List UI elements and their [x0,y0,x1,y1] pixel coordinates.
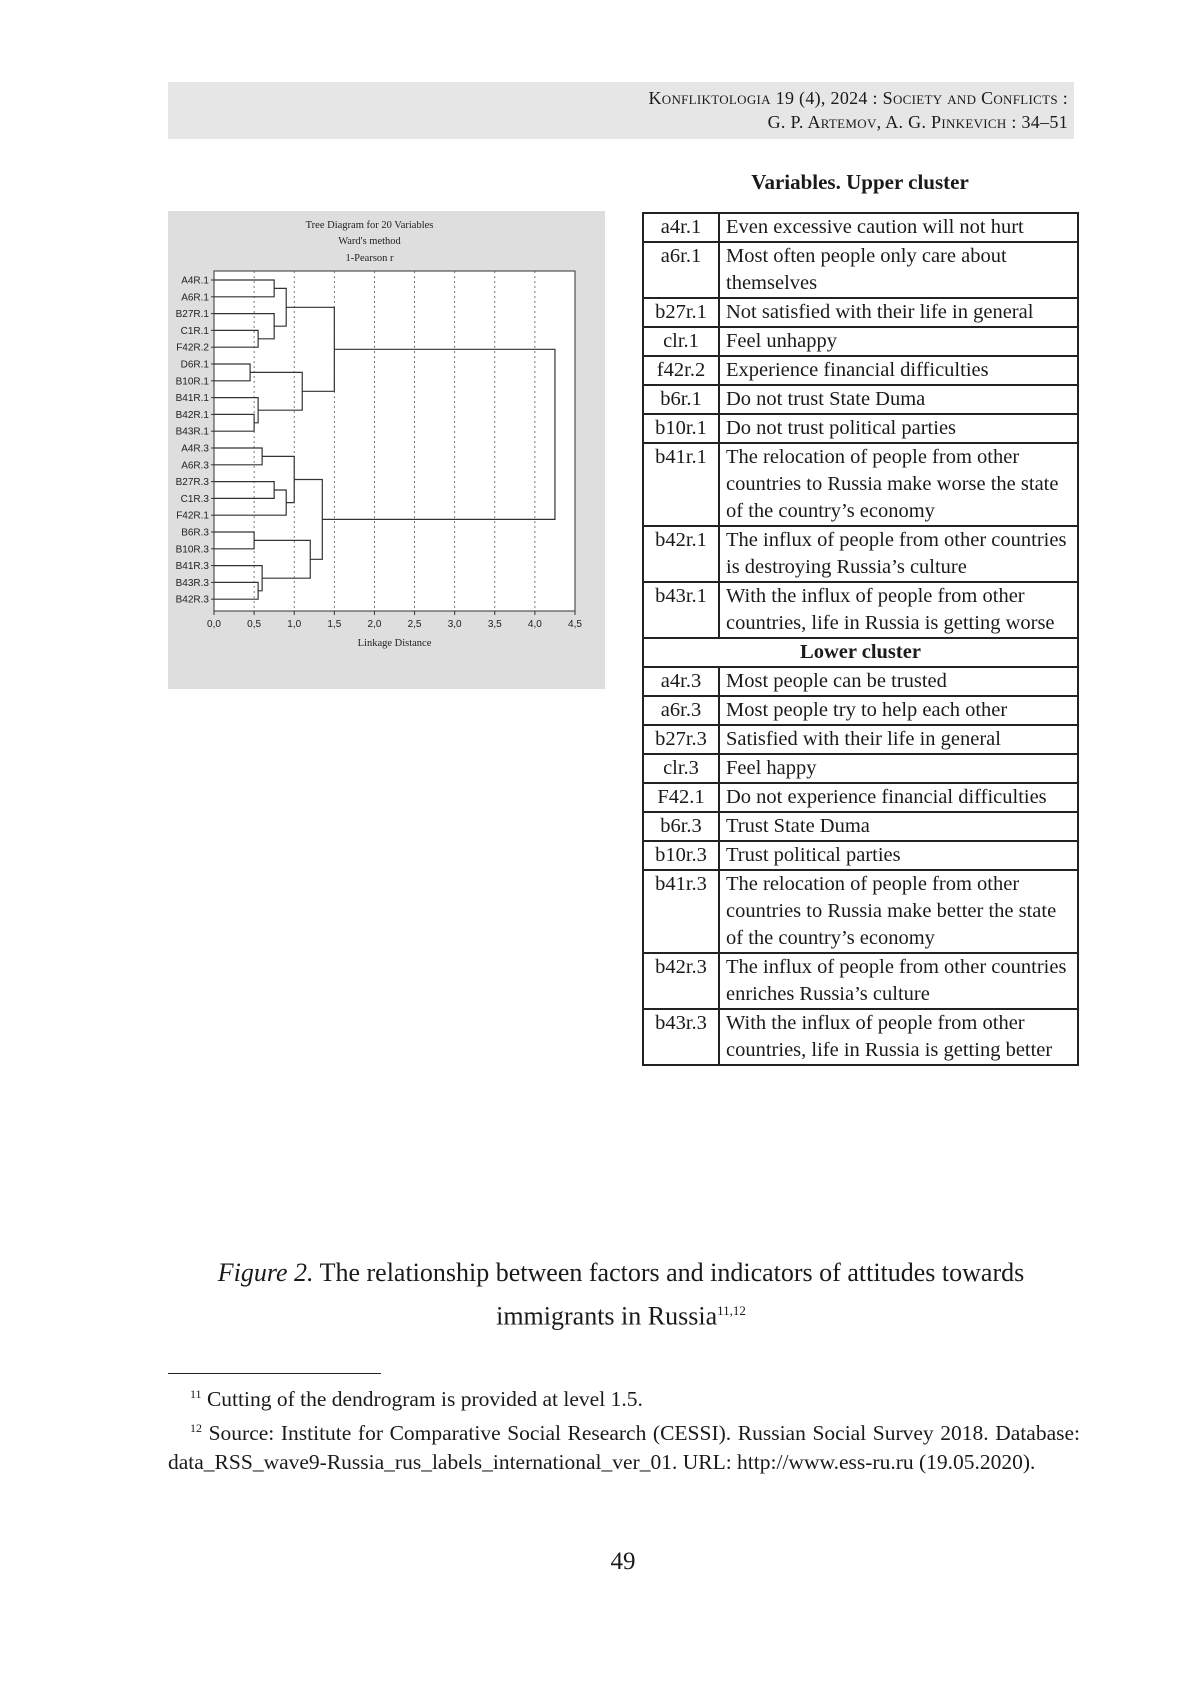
variable-code: b42r.1 [643,526,719,582]
variable-description: Do not trust political parties [719,414,1078,443]
x-tick-label: 2,0 [367,619,381,630]
variable-description: Most often people only care about themselves [719,242,1078,298]
x-tick-label: 4,0 [528,619,542,630]
variable-code: b10r.1 [643,414,719,443]
x-tick-label: 0,0 [207,619,221,630]
lower-cluster-heading-row [643,638,1078,667]
variable-row [643,754,1078,783]
variable-code: f42r.2 [643,356,719,385]
caption-refs: 11,12 [717,1303,746,1318]
leaf-label: B10R.3 [176,544,210,555]
footnote-text: Source: Institute for Comparative Social Research (CESSI). Russian Social Survey 2018. Database: data_RSS_wave9-Russia_rus_labels_international_ver_01. URL: http://www.ess-ru.ru (19.05.2020). [168,1421,1080,1474]
leaf-label: B43R.3 [176,578,210,589]
variable-description: Not satisfied with their life in general [719,298,1078,327]
variable-description: Even excessive caution will not hurt [719,213,1078,242]
variable-code: a4r.3 [643,667,719,696]
variable-description: Trust State Duma [719,812,1078,841]
variable-code: F42.1 [643,783,719,812]
x-tick-label: 3,0 [448,619,462,630]
variable-row [643,443,1078,526]
leaf-label: A6R.1 [181,292,209,303]
variable-description: Trust political parties [719,841,1078,870]
variable-description: The influx of people from other countries enriches Russia’s culture [719,953,1078,1009]
leaf-label: F42R.2 [176,343,209,354]
leaf-label: D6R.1 [181,360,210,371]
leaf-label: B27R.1 [176,309,210,320]
variable-description: Do not experience financial difficulties [719,783,1078,812]
header-line-2: G. P. Artemov, A. G. Pinkevich : 34–51 [168,110,1068,134]
variable-row [643,242,1078,298]
variable-description: With the influx of people from other countries, life in Russia is getting better [719,1009,1078,1065]
x-tick-label: 1,0 [287,619,301,630]
variable-row [643,953,1078,1009]
chart-subtitle: 1-Pearson r [345,253,394,264]
leaf-label: F42R.1 [176,511,209,522]
footnote-number: 12 [190,1421,202,1435]
variable-description: The influx of people from other countries is destroying Russia’s culture [719,526,1078,582]
variable-description: Most people try to help each other [719,696,1078,725]
variable-code: b27r.3 [643,725,719,754]
dendrogram-figure [168,211,605,689]
leaf-label: A4R.1 [181,276,209,287]
variable-code: a4r.1 [643,213,719,242]
leaf-label: A6R.3 [181,460,209,471]
footnotes [168,1380,1080,1477]
variable-description: The relocation of people from other countries to Russia make worse the state of the country’s economy [719,443,1078,526]
dendrogram-svg [168,211,605,689]
variable-code: b42r.3 [643,953,719,1009]
variable-description: With the influx of people from other countries, life in Russia is getting worse [719,582,1078,638]
variable-row [643,1009,1078,1065]
variable-code: b41r.3 [643,870,719,953]
variable-code: b6r.3 [643,812,719,841]
variable-row [643,812,1078,841]
footnote-11 [168,1380,1080,1414]
variable-description: Experience financial difficulties [719,356,1078,385]
footnote-number: 11 [190,1387,202,1401]
page-number: 49 [0,1548,1200,1576]
lower-cluster-heading: Lower cluster [643,638,1078,667]
variable-code: b27r.1 [643,298,719,327]
variable-row [643,414,1078,443]
variable-row [643,783,1078,812]
leaf-label: B42R.1 [176,410,210,421]
variables-table [642,212,1079,1066]
variable-code: a6r.1 [643,242,719,298]
variable-row [643,298,1078,327]
x-tick-label: 4,5 [568,619,582,630]
variable-row [643,327,1078,356]
variable-row [643,356,1078,385]
x-tick-label: 2,5 [408,619,422,630]
leaf-label: B43R.1 [176,427,210,438]
x-tick-label: 3,5 [488,619,502,630]
leaf-label: B41R.3 [176,561,210,572]
leaf-label: A4R.3 [181,444,209,455]
caption-label: Figure 2. [218,1258,314,1287]
footnote-text: Cutting of the dendrogram is provided at level 1.5. [207,1387,643,1411]
variable-row [643,582,1078,638]
variable-row [643,385,1078,414]
chart-title: Tree Diagram for 20 Variables [306,220,434,231]
variable-row [643,667,1078,696]
variable-description: Do not trust State Duma [719,385,1078,414]
x-axis-label: Linkage Distance [358,638,432,649]
variable-code: b6r.1 [643,385,719,414]
leaf-label: B6R.3 [181,528,209,539]
chart-subtitle: Ward's method [338,236,401,247]
variable-row [643,696,1078,725]
leaf-label: C1R.3 [181,494,210,505]
footnote-rule [168,1373,381,1374]
leaf-label: B42R.3 [176,595,210,606]
footnote-12 [168,1414,1080,1477]
leaf-label: B27R.3 [176,477,210,488]
variable-code: b43r.1 [643,582,719,638]
variables-table-title: Variables. Upper cluster [640,170,1080,195]
variable-code: b41r.1 [643,443,719,526]
figure-caption [168,1254,1074,1336]
running-header [168,82,1074,139]
leaf-label: C1R.1 [181,326,210,337]
plot-area [214,271,575,611]
leaf-label: B10R.1 [176,376,210,387]
variable-code: clr.3 [643,754,719,783]
variable-description: Feel happy [719,754,1078,783]
variable-row [643,213,1078,242]
variable-code: b43r.3 [643,1009,719,1065]
x-tick-label: 0,5 [247,619,261,630]
header-line-1: Konfliktologia 19 (4), 2024 : Society and Conflicts : [168,86,1068,110]
variable-row [643,841,1078,870]
caption-text: The relationship between factors and indicators of attitudes towards immigrants in Russia [320,1258,1025,1331]
variable-row [643,870,1078,953]
variable-code: a6r.3 [643,696,719,725]
variable-description: Satisfied with their life in general [719,725,1078,754]
variable-description: Most people can be trusted [719,667,1078,696]
variable-description: The relocation of people from other countries to Russia make better the state of the country’s economy [719,870,1078,953]
variable-description: Feel unhappy [719,327,1078,356]
x-tick-label: 1,5 [327,619,341,630]
variable-row [643,725,1078,754]
leaf-label: B41R.1 [176,393,210,404]
variable-code: clr.1 [643,327,719,356]
variable-row [643,526,1078,582]
variable-code: b10r.3 [643,841,719,870]
